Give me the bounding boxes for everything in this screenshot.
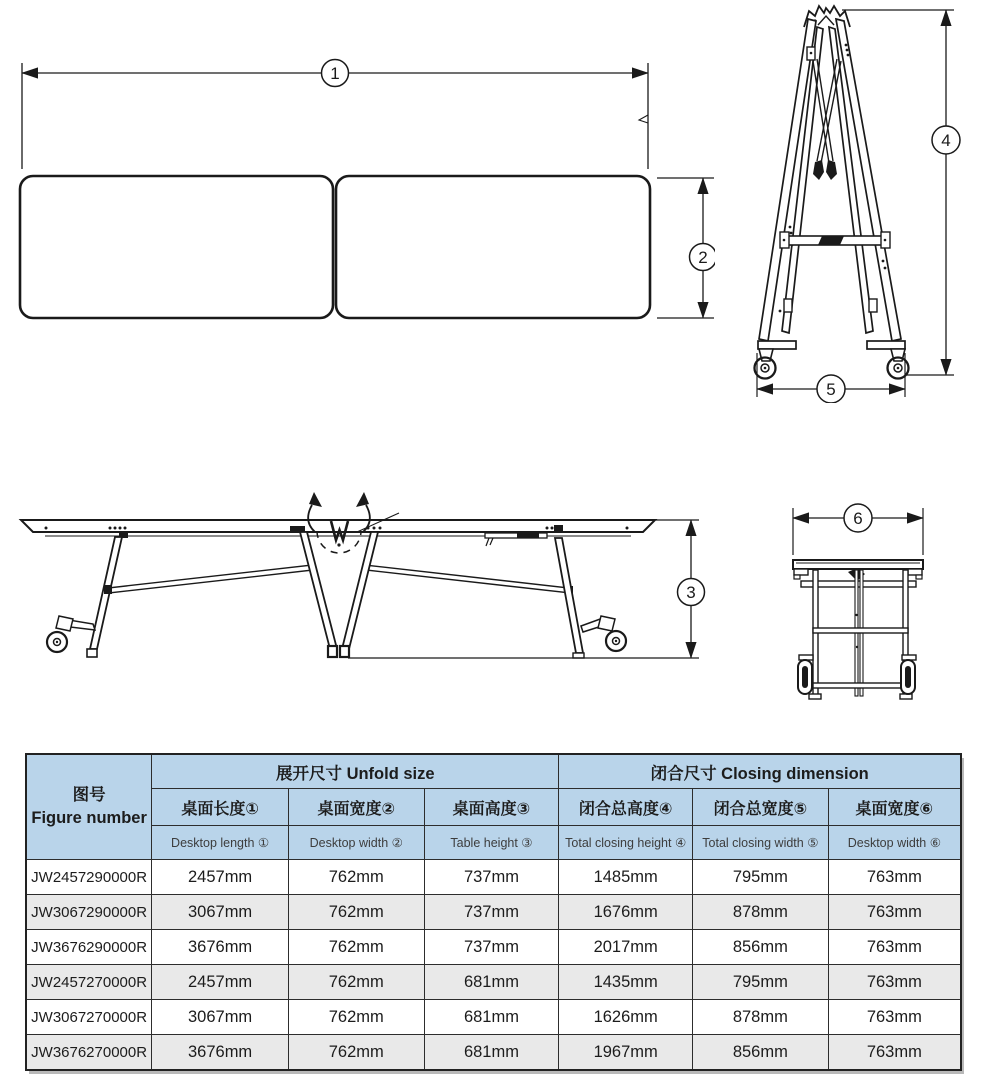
dimension-lines bbox=[22, 63, 714, 318]
group-unfold-zh: 展开尺寸 bbox=[275, 764, 342, 783]
group-header-closing bbox=[559, 754, 961, 789]
figure-number-cell: JW3067270000R bbox=[26, 1000, 152, 1035]
figure-number-cell: JW3676290000R bbox=[26, 930, 152, 965]
spec-cell: 3676mm bbox=[152, 1035, 289, 1071]
spec-cell: 737mm bbox=[424, 930, 559, 965]
figure-number-cell: JW3067290000R bbox=[26, 895, 152, 930]
dimension-lines bbox=[348, 520, 699, 658]
table-row bbox=[26, 860, 961, 895]
spec-cell: 763mm bbox=[828, 1035, 961, 1071]
figure-number-cell: JW2457290000R bbox=[26, 860, 152, 895]
col-header-en: Table height ③ bbox=[424, 826, 559, 860]
spec-cell: 2017mm bbox=[559, 930, 693, 965]
col-header-zh: 桌面高度③ bbox=[424, 789, 559, 826]
dim-label-1 bbox=[322, 60, 349, 87]
col-header-zh: 闭合总高度④ bbox=[559, 789, 693, 826]
spec-cell: 763mm bbox=[828, 895, 961, 930]
end-table-drawing bbox=[793, 560, 923, 699]
spec-cell: 737mm bbox=[424, 860, 559, 895]
tabletop-panels bbox=[20, 176, 650, 318]
svg-text:2: 2 bbox=[698, 248, 708, 267]
svg-text:6: 6 bbox=[853, 509, 863, 528]
svg-text:5: 5 bbox=[826, 380, 836, 399]
dim-label-6 bbox=[844, 504, 872, 532]
figure-header-en: Figure number bbox=[31, 809, 147, 827]
spec-cell: 681mm bbox=[424, 965, 559, 1000]
table-row bbox=[26, 1035, 961, 1071]
dim-label-5 bbox=[817, 375, 845, 403]
col-header-zh: 桌面宽度② bbox=[288, 789, 424, 826]
spec-cell: 3676mm bbox=[152, 930, 289, 965]
col-header-en: Desktop length ① bbox=[152, 826, 289, 860]
group-closing-zh: 闭合尺寸 bbox=[650, 764, 717, 783]
spec-cell: 762mm bbox=[288, 965, 424, 1000]
table-row bbox=[26, 1000, 961, 1035]
col-header-en: Total closing height ④ bbox=[559, 826, 693, 860]
group-unfold-en: Unfold size bbox=[346, 764, 435, 783]
svg-text:1: 1 bbox=[330, 64, 340, 83]
spec-cell: 762mm bbox=[288, 1035, 424, 1071]
spec-cell: 762mm bbox=[288, 930, 424, 965]
spec-cell: 856mm bbox=[693, 1035, 829, 1071]
caster-left bbox=[47, 632, 67, 652]
folded-table-drawing bbox=[755, 6, 909, 379]
spec-cell: 681mm bbox=[424, 1000, 559, 1035]
revision-flag bbox=[639, 115, 648, 123]
table-row bbox=[26, 930, 961, 965]
spec-cell: 3067mm bbox=[152, 1000, 289, 1035]
spec-cell: 3067mm bbox=[152, 895, 289, 930]
col-header-en: Desktop width ② bbox=[288, 826, 424, 860]
folded-view-diagram bbox=[742, 3, 970, 403]
dim-label-3 bbox=[678, 579, 705, 606]
group-closing-en: Closing dimension bbox=[721, 764, 869, 783]
spec-cell: 856mm bbox=[693, 930, 829, 965]
spec-cell: 795mm bbox=[693, 860, 829, 895]
dim-label-2 bbox=[690, 244, 716, 271]
caster-left bbox=[798, 655, 813, 694]
svg-text:4: 4 bbox=[941, 131, 951, 150]
spec-cell: 763mm bbox=[828, 965, 961, 1000]
figure-header-zh: 图号 bbox=[72, 785, 106, 804]
figure-number-cell: JW2457270000R bbox=[26, 965, 152, 1000]
caster-left bbox=[755, 349, 776, 379]
col-header-en: Desktop width ⑥ bbox=[828, 826, 961, 860]
figure-number-header bbox=[26, 754, 152, 860]
group-header-unfold bbox=[152, 754, 559, 789]
spec-cell: 762mm bbox=[288, 1000, 424, 1035]
col-header-zh: 闭合总宽度⑤ bbox=[693, 789, 829, 826]
spec-cell: 2457mm bbox=[152, 860, 289, 895]
spec-cell: 878mm bbox=[693, 895, 829, 930]
col-header-zh: 桌面宽度⑥ bbox=[828, 789, 961, 826]
spec-cell: 795mm bbox=[693, 965, 829, 1000]
spec-cell: 763mm bbox=[828, 930, 961, 965]
table-row bbox=[26, 965, 961, 1000]
spec-cell: 1676mm bbox=[559, 895, 693, 930]
spec-cell: 681mm bbox=[424, 1035, 559, 1071]
spec-table bbox=[25, 753, 962, 1071]
spec-cell: 1485mm bbox=[559, 860, 693, 895]
spec-cell: 1967mm bbox=[559, 1035, 693, 1071]
top-view-diagram bbox=[15, 55, 715, 325]
spec-cell: 1626mm bbox=[559, 1000, 693, 1035]
svg-text:3: 3 bbox=[686, 583, 696, 602]
spec-cell: 762mm bbox=[288, 860, 424, 895]
dim-label-4 bbox=[932, 126, 960, 154]
spec-cell: 2457mm bbox=[152, 965, 289, 1000]
caster-right bbox=[901, 655, 916, 694]
caster-right bbox=[606, 631, 626, 651]
spec-cell: 878mm bbox=[693, 1000, 829, 1035]
side-table-drawing bbox=[21, 492, 655, 658]
spec-cell: 763mm bbox=[828, 860, 961, 895]
figure-number-cell: JW3676270000R bbox=[26, 1035, 152, 1071]
table-row bbox=[26, 895, 961, 930]
col-header-zh: 桌面长度① bbox=[152, 789, 289, 826]
spec-cell: 763mm bbox=[828, 1000, 961, 1035]
col-header-en: Total closing width ⑤ bbox=[693, 826, 829, 860]
folded-legs bbox=[759, 19, 901, 341]
side-view-diagram bbox=[15, 485, 715, 670]
end-view-diagram bbox=[770, 495, 970, 710]
spec-cell: 1435mm bbox=[559, 965, 693, 1000]
spec-cell: 737mm bbox=[424, 895, 559, 930]
spec-cell: 762mm bbox=[288, 895, 424, 930]
